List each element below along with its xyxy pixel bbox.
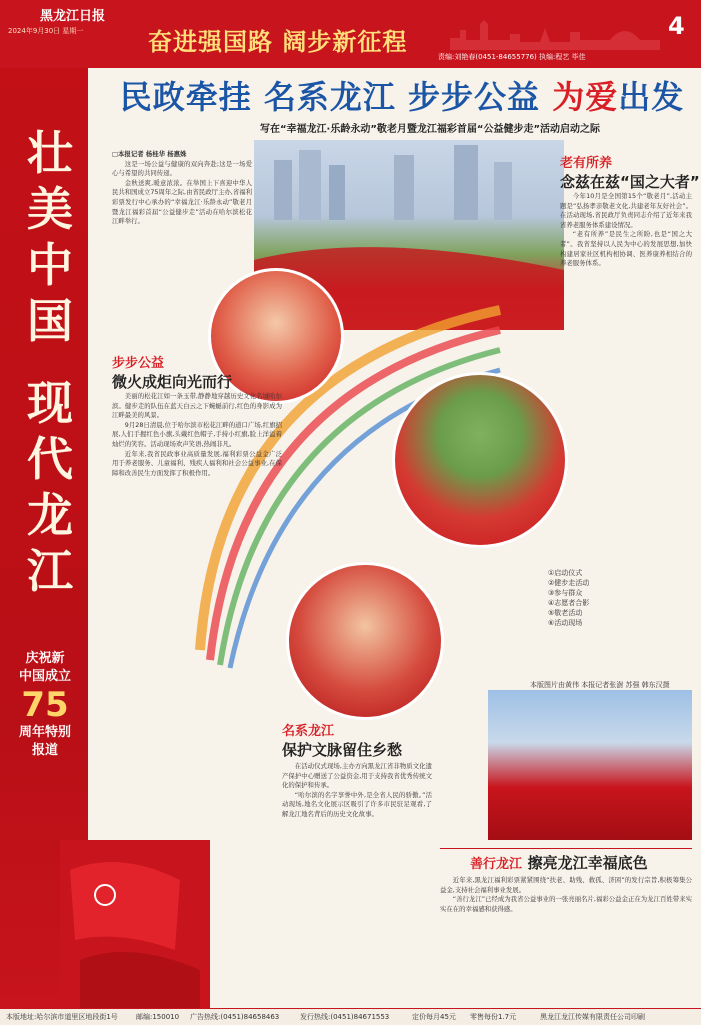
section-heading: 微火成炬向光而行 (112, 373, 233, 391)
special-line: 庆祝新 (25, 651, 65, 666)
photo-credit: 本版图片由黄伟 本报记者张澍 苏强 韩东汉摄 (530, 681, 670, 689)
vertical-title-char: 代 (27, 432, 73, 486)
footer-address: 本版地址:哈尔滨市道里区地段街1号 (6, 1013, 118, 1021)
page-number: 4 (668, 12, 685, 40)
footer-subscription: 发行热线:(0451)84671553 (300, 1013, 390, 1021)
intro-paragraph: 这是一场公益与健康的双向奔赴;这是一场爱心与希望的共同传递。 (112, 159, 252, 178)
section-heading: 擦亮龙江幸福底色 (527, 854, 648, 872)
intro-paragraph: 金秋送爽,暖意浓浓。在举国上下喜迎中华人民共和国成立75周年之际,由省民政厅主办,省福利彩票发行中心承办的“幸福龙江·乐龄永动”敬老月暨龙江福彩首届“公益健步走”活动在哈尔滨松花江畔举行。 (112, 178, 253, 226)
section-heading: 念兹在兹“国之大者” (560, 173, 700, 191)
vertical-title-char: 美 (27, 182, 73, 236)
body-paragraph: 今年10月是全国第15个“敬老月”,活动主题是“弘扬孝亲敬老文化,共建老年友好社会”。在活动现场,省民政厅负责同志介绍了近年来我省养老服务体系建设情况。 (560, 192, 692, 229)
section-title-1 (112, 352, 232, 392)
page-footer (0, 1008, 701, 1025)
section-kicker: 善行龙江 (470, 857, 523, 872)
vertical-title-char: 国 (27, 294, 73, 348)
footer-printer: 黑龙江龙江传媒有限责任公司印刷 (540, 1013, 645, 1021)
body-paragraph: 9月28日清晨,位于哈尔滨市松花江畔的道口广场,红旗招展,人们手握红色小旗,头戴红色帽子,手持小红旗,脸上洋溢着灿烂的笑容。活动现场欢声笑语,热闹非凡。 (112, 420, 282, 448)
vertical-title-char: 中 (27, 238, 73, 292)
main-headline (112, 72, 692, 118)
body-paragraph: 近年来,我省民政事业高质量发展,福利彩票公益金广泛用于养老服务、儿童福利、残疾人福利和社会公益事业,在保障和改善民生方面发挥了积极作用。 (112, 449, 282, 477)
vertical-title-char: 壮 (27, 126, 73, 180)
legend-item: ①启动仪式 (548, 569, 583, 577)
section-kicker: 步步公益 (112, 356, 165, 371)
section-kicker: 老有所养 (560, 156, 613, 171)
body-paragraph: 近年来,黑龙江福利彩票紧紧围绕“扶老、助残、救孤、济困”的发行宗旨,积极筹集公益金,支持社会福利事业发展。 (440, 876, 692, 894)
section-title-4 (470, 852, 648, 873)
body-paragraph: 美丽的松花江如一条玉带,静静地穿越历史文化名城哈尔滨。健步走的队伍在蓝天白云之下蜿蜒前行,红色的身影成为江畔最美的风景。 (112, 392, 282, 420)
headline-part: 民政牵挂 名系龙江 步步公益 (119, 78, 553, 116)
legend-item: ⑤敬老活动 (548, 609, 583, 617)
headline-highlight: 为爱 (552, 78, 619, 116)
body-paragraph: 在活动仪式现场,主办方向黑龙江省非物质文化遗产保护中心赠送了公益资金,用于支持我省优秀传统文化的保护和传承。 (282, 762, 432, 790)
footer-retail: 零售每份1.7元 (470, 1013, 517, 1021)
crowd-walk-photo (488, 690, 692, 840)
vertical-title-char: 现 (27, 376, 73, 430)
masthead: 黑龙江日报 (40, 9, 106, 24)
section2-body (560, 192, 692, 269)
section3-body (282, 762, 432, 820)
special-report-label (8, 650, 82, 760)
section-title-2 (560, 152, 700, 192)
dateline: 2024年9月30日 星期一 (8, 27, 84, 35)
legend-item: ③参与群众 (548, 589, 583, 597)
byline: □本报记者 杨桂华 杨惠姝 (112, 150, 187, 158)
section-divider (440, 848, 692, 849)
section4-body (440, 876, 692, 914)
section-heading: 保护文脉留住乡愁 (282, 741, 403, 759)
subheadline: 写在“幸福龙江·乐龄永动”敬老月暨龙江福彩首届“公益健步走”活动启动之际 (259, 124, 601, 135)
special-line: 周年特别 (18, 725, 71, 740)
top-banner (0, 0, 701, 68)
section-kicker: 名系龙江 (282, 724, 335, 739)
intro-column (112, 150, 252, 227)
skyline-illustration (450, 10, 660, 50)
footer-price: 定价每月45元 (412, 1013, 456, 1021)
circle-photo-walkers (392, 372, 568, 548)
legend-item: ②健步走活动 (548, 579, 590, 587)
footer-postcode: 邮编:150010 (136, 1013, 180, 1021)
editors-line: 责编:刘艳春(0451-84655776) 执编:程艺 毕佳 (438, 53, 586, 61)
legend-item: ⑥活动现场 (548, 619, 583, 627)
anniversary-number: 75 (21, 685, 69, 725)
legend-item: ④志愿者合影 (548, 599, 590, 607)
body-paragraph: “善行龙江”已经成为我省公益事业的一张亮丽名片,福彩公益金正在为龙江百姓带来实实在在的幸福感和获得感。 (440, 895, 692, 913)
vertical-title-char: 龙 (27, 488, 73, 542)
vertical-title-char: 江 (27, 544, 73, 598)
footer-ad-phone: 广告热线:(0451)84658463 (190, 1013, 280, 1021)
headline-part: 出发 (618, 78, 685, 116)
banner-slogan: 奋进强国路 阔步新征程 (148, 28, 408, 56)
body-paragraph: “哈尔滨的名字享誉中外,是全省人民的骄傲。”活动现场,地名文化展示区吸引了许多市民驻足观看,了解龙江地名背后的历史文化故事。 (282, 790, 432, 818)
photo-legend (548, 568, 589, 628)
circle-photo-selfie (286, 562, 444, 720)
special-line: 报道 (31, 743, 58, 758)
body-paragraph: “老有所养”是民生之所盼,也是“国之大者”。我省坚持以人民为中心的发展思想,加快构建居家社区机构相协调、医养康养相结合的养老服务体系。 (560, 230, 692, 268)
section-title-3 (282, 720, 402, 760)
flag-photo (60, 840, 210, 1010)
section1-body (112, 392, 282, 478)
special-line: 中国成立 (18, 669, 71, 684)
